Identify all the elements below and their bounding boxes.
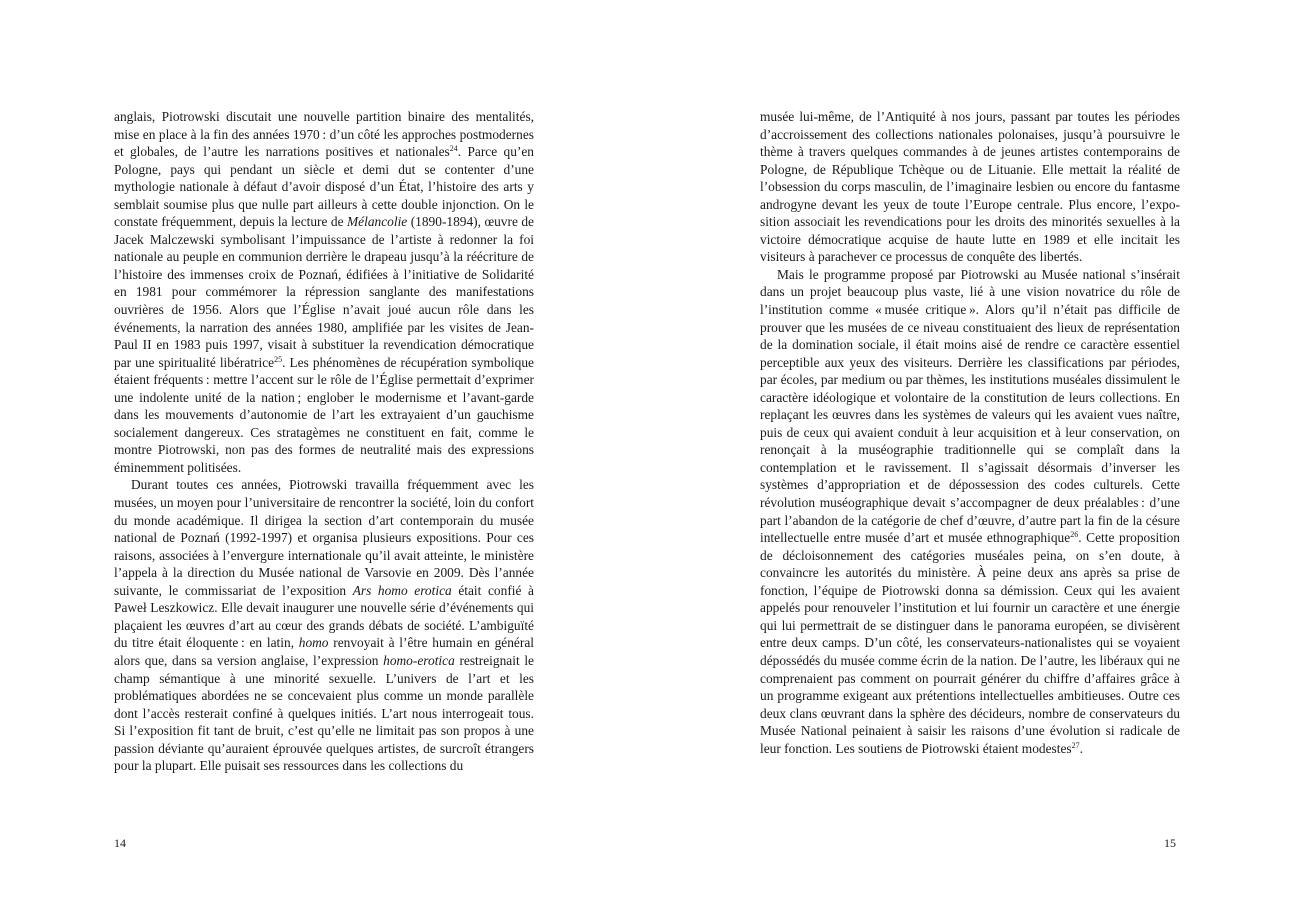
right-page	[646, 0, 1292, 913]
left-page-body	[114, 108, 534, 775]
footnote-ref: 26	[1070, 530, 1079, 540]
text-run: Mais le programme proposé par Piotrowski au Musée national s’insérait dans un projet beaucoup plus vaste, lié à une vision novatrice du rôle de l’institution comme « musée critique ». Alors qu’il n’était pas difficile de prouver que les musées de ce niveau constituaient des lieux de représentation de la domination sociale, il était moins aisé de rendre ce caractère essentiel perceptible aux yeux des visiteurs. Derrière les classifications par périodes, par écoles, par medium ou par thèmes, les institutions muséales dissimulent le caractère idéologique et volontaire de la constitution de leurs collections. En replaçant les œuvres dans les systèmes de valeurs qui les avaient vues naître, puis de ceux qui avaient conduit à leur acquisition et à leur conservation, on renonçait à la muséographie traditionnelle qui se complaît dans la contemplation et le ravissement. Il s’agissait désormais d’inverser les systèmes d’appropriation et de dépossession des codes culturels. Cette révolution muséographique devait s’accompagner de deux préalables : d’une part l’abandon de la catégorie de chef d’œuvre, d’autre part la fin de la césure intellectuelle entre musée d’art et musée ethnographique	[760, 266, 1180, 546]
footnote-ref: 27	[1071, 740, 1080, 750]
text-run: Durant toutes ces années, Piotrowski travailla fréquemment avec les musées, un moyen pour l’universitaire de rencontrer la société, loin du confort du monde académique. Il dirigea la section d’art contemporain du musée national de Poznań (1992-1997) et organisa plusieurs expositions. Pour ces raisons, associées à l’envergure internationale qu’il avait atteinte, le ministère l’appela à la direction du Musée national de Varsovie en 2009. Dès l’année suivante, le commissariat de l’exposition	[114, 477, 534, 598]
text-run: .	[1079, 740, 1084, 756]
italic-title: Ars homo erotica	[352, 582, 452, 598]
right-paragraph-2	[760, 266, 1180, 757]
text-run: musée lui-même, de l’Antiquité à nos jours, passant par toutes les périodes d’accroissement des collections nationales polonaises, jusqu’à poursuivre le thème à travers quelques commandes à de jeunes artistes contemporains de Pologne, de République Tchèque ou de Lituanie. Elle mettait la réalité de l’obsession du corps masculin, de l’imaginaire lesbien ou encore du fantasme androgyne devant les yeux de toute l’Europe centrale. Plus encore, l’exposition associait les revendications pour les droits des minorités sexuelles à la victoire démocratique acquise de haute lutte en 1989 et elle incitait les visiteurs à parachever ce processus de conquête des libertés.	[760, 109, 1180, 265]
left-paragraph-1	[114, 108, 534, 476]
text-run: anglais, Piotrowski discutait une nouvelle partition binaire des mentalités, mise en place à la fin des années 1970 : d’un côté les approches postmodernes et globales, de l’autre les narrations positives et nationales	[114, 109, 534, 160]
right-paragraph-1	[760, 108, 1180, 266]
italic-title: homo	[298, 635, 329, 651]
italic-title: Mélancolie	[347, 214, 408, 230]
italic-title: homo-erotica	[383, 652, 455, 668]
text-run: . Les phénomènes de récupération symbolique étaient fréquents : mettre l’accent sur le rôle de l’Église permettait d’exprimer une indolente unité de la nation ; englober le modernisme et l’avant-garde dans les mouvements d’autonomie de l’art les extrayaient d’un gauchisme socialement dangereux. Ces stratagèmes ne constituent en fait, comme le montre Piotrowski, non pas des formes de neutralité mais des expressions éminemment politisées.	[114, 354, 534, 475]
text-run: renvoyait à l’être humain en général alors que, dans sa version anglaise, l’expression	[114, 635, 534, 668]
text-run: (1890-1894), œuvre de Jacek Malczewski symbolisant l’impuissance de l’artiste à redonner la foi nationale au peuple en communion derrière le drapeau jusqu’à la réécriture de l’histoire des immenses croix de Poznań, édifiées à l’initiative de Solidarité en 1981 pour commémorer la répression sanglante des manifestations ouvrières de 1956. Alors que l’Église n’avait joué aucun rôle dans les événements, la narration des années 1980, amplifiée par les visites de Jean-Paul II en 1983 puis 1997, visait à substituer la revendication démocratique par une spiritualité libératrice	[114, 214, 534, 370]
text-run: était confié à Paweł Leszkowicz. Elle devait inaugurer une nouvelle série d’événements qui plaçaient les œuvres d’art au cœur des grands débats de société. L’ambiguïté du titre était éloquente : en latin,	[114, 582, 534, 651]
left-page	[0, 0, 646, 913]
text-run: . Cette proposition de décloisonnement des catégories muséales peina, on s’en doute, à convaincre les autorités du ministère. À peine deux ans après sa prise de fonction, l’équipe de Piotrowski donna sa démission. Ceux qui les avaient appelés pour renouveler l’institution et lui fournir un caractère et une énergie qui lui permettrait de se distinguer dans le panorama européen, se divisèrent entre deux camps. D’un côté, les conservateurs-nationalistes qui se voyaient dépossédés du musée comme écrin de la nation. De l’autre, les libéraux qui ne comprenaient pas comment on pourrait générer du chiffre d’affaires grâce à un programme exigeant aux prétentions intellectuelles ambitieuses. Outre ces deux clans œuvrant dans la sphère des décideurs, nombre de conservateurs du Musée National peinaient à saisir les raisons d’une évolution si radicale de leur fonction. Les soutiens de Piotrowski étaient modestes	[760, 530, 1181, 756]
text-run: . Parce qu’en Pologne, pays qui pendant un siècle et demi dut se contenter d’une mythologie nationale à défaut d’avoir disposé d’un État, l’histoire des arts y semblait soumise plus que nulle part ailleurs à cette double injonction. On le constate fréquemment, depuis la lecture de	[114, 144, 534, 230]
footnote-ref: 24	[449, 144, 458, 154]
page-number-left: 14	[114, 836, 126, 850]
right-page-body	[760, 108, 1180, 757]
page-number-right: 15	[1164, 836, 1176, 850]
left-paragraph-2	[114, 476, 534, 774]
text-run: restreignait le champ sémantique à une minorité sexuelle. L’univers de l’art et les problématiques abordées ne se concevaient plus comme un monde parallèle dont l’accès resterait confiné à quelques initiés. L’art nous interrogeait tous. Si l’exposition fit tant de bruit, c’est qu’elle ne limitait pas son propos à une passion déviante qu’auraient éprouvée quelques artistes, de surcroît étrangers pour la plupart. Elle puisait ses ressources dans les collections du	[114, 652, 534, 774]
footnote-ref: 25	[274, 354, 283, 364]
